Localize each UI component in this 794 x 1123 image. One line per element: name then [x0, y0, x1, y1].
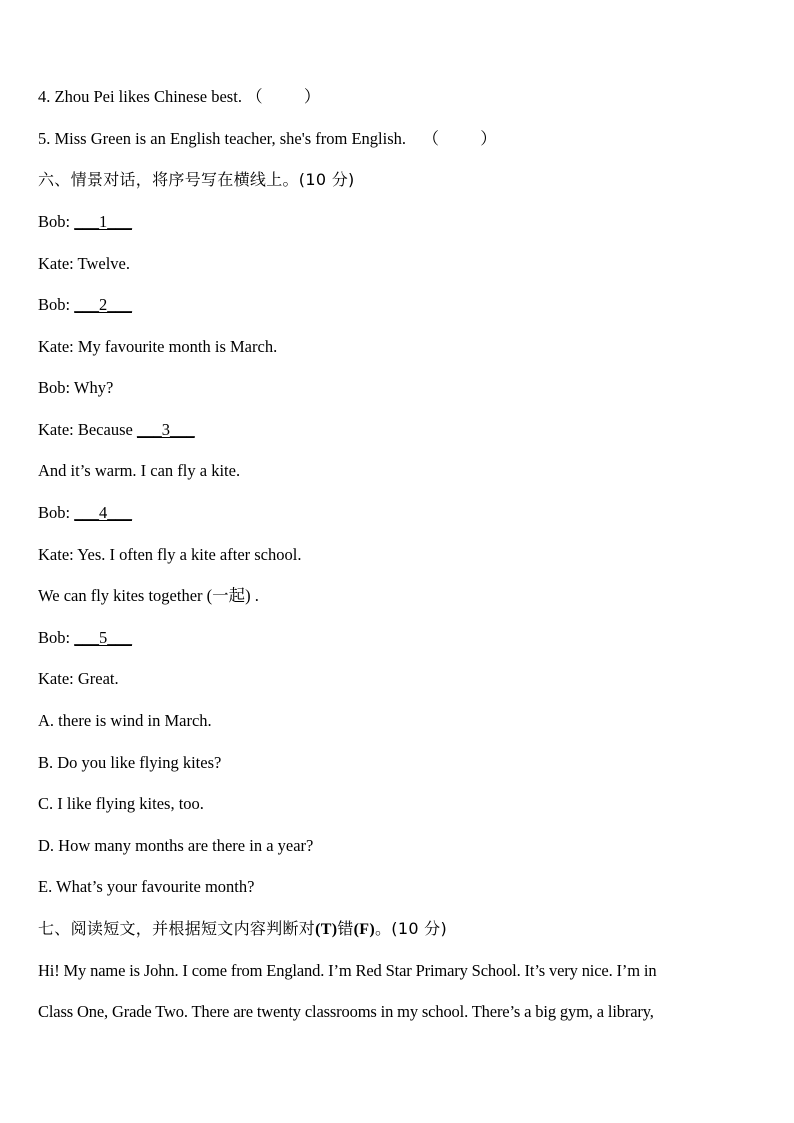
dialogue-line: And it’s warm. I can fly a kite. — [38, 461, 241, 480]
option-b: B. Do you like flying kites? — [38, 753, 222, 772]
option-c: C. I like flying kites, too. — [38, 794, 204, 813]
passage-line: Class One, Grade Two. There are twenty classrooms in my school. There’s a big gym, a library, — [38, 1002, 654, 1021]
speaker-text: Bob: — [38, 628, 75, 647]
tf-item-5 — [38, 129, 497, 149]
answer-bracket[interactable]: （ ） — [410, 129, 497, 148]
speaker-text: Bob: — [38, 212, 75, 231]
option-a: A. there is wind in March. — [38, 711, 212, 730]
section-6-heading: 六、情景对话，将序号写在横线上。(10 分) — [38, 170, 355, 189]
tf-item-text: 4. Zhou Pei likes Chinese best. — [38, 87, 247, 106]
answer-blank-4[interactable]: ___4___ — [74, 503, 132, 522]
section-7-heading — [38, 919, 447, 940]
passage-line: Hi! My name is John. I come from England. I’m Red Star Primary School. It’s very nice. I’m in — [38, 961, 657, 980]
false-marker: (F) — [353, 921, 375, 938]
heading-text: 错 — [337, 919, 354, 938]
dialogue-line: Kate: Great. — [38, 669, 119, 688]
heading-text: 七、阅读短文，并根据短文内容判断对 — [38, 919, 316, 938]
speaker-text: Kate: Because — [38, 420, 137, 439]
speaker-text: Bob: — [38, 503, 75, 522]
dialogue-line: Bob: Why? — [38, 378, 114, 397]
dialogue-line: Kate: My favourite month is March. — [38, 337, 278, 356]
tf-item-text: 5. Miss Green is an English teacher, she's from English. — [38, 129, 411, 148]
dialogue-line — [38, 295, 132, 315]
dialogue-line — [38, 420, 195, 440]
answer-bracket[interactable]: （ ） — [246, 87, 321, 106]
answer-blank-3[interactable]: ___3___ — [136, 420, 195, 439]
option-e: E. What’s your favourite month? — [38, 877, 255, 896]
speaker-text: Bob: — [38, 295, 75, 314]
answer-blank-5[interactable]: ___5___ — [74, 628, 132, 647]
dialogue-line — [38, 212, 132, 232]
tf-item-4 — [38, 87, 320, 107]
option-d: D. How many months are there in a year? — [38, 836, 314, 855]
dialogue-line — [38, 628, 132, 648]
dialogue-line: Kate: Twelve. — [38, 254, 131, 273]
answer-blank-2[interactable]: ___2___ — [74, 295, 132, 314]
dialogue-line: We can fly kites together (一起) . — [38, 586, 259, 605]
heading-text: 。(10 分) — [375, 919, 448, 938]
dialogue-line — [38, 503, 132, 523]
true-marker: (T) — [315, 921, 338, 938]
dialogue-line: Kate: Yes. I often fly a kite after school. — [38, 545, 302, 564]
answer-blank-1[interactable]: ___1___ — [74, 212, 132, 231]
